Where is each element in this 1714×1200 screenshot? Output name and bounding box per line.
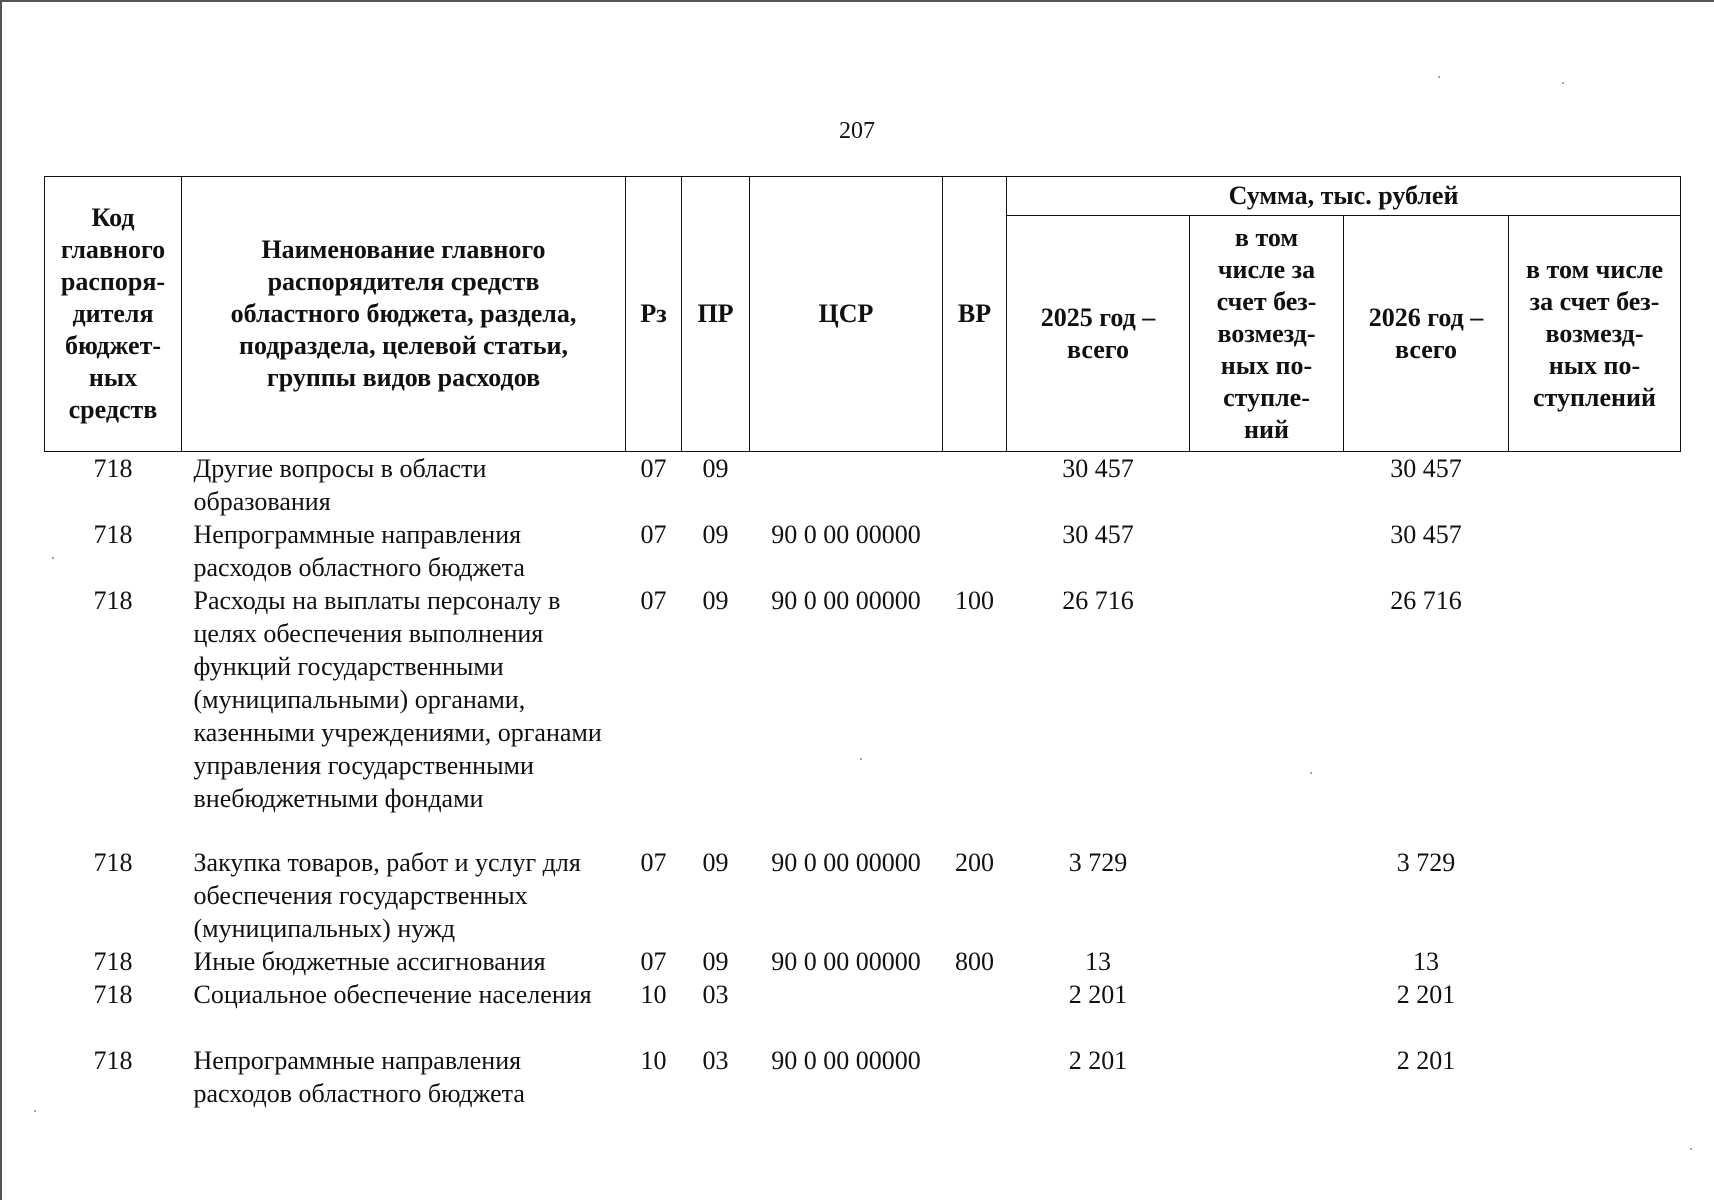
cell-2025-total: 30 457	[1062, 454, 1134, 483]
cell-2026-grants	[1509, 452, 1681, 519]
scan-speck	[1562, 82, 1564, 84]
header-code: Код главного распоря-дителя бюджет-ных средств	[45, 177, 182, 452]
scan-speck	[1438, 76, 1440, 78]
cell-2026-grants	[1509, 978, 1681, 1044]
cell-2026-grants	[1509, 1044, 1681, 1110]
cell-name: Закупка товаров, работ и услуг для обеспечения государственных (муниципальных) нужд	[193, 848, 581, 943]
cell-rz: 07	[640, 947, 667, 976]
cell-vr: 200	[955, 848, 994, 877]
cell-2025-total: 3 729	[1068, 848, 1128, 877]
header-sum: Сумма, тыс. рублей	[1007, 177, 1681, 216]
header-2026-total: 2026 год – всего	[1344, 216, 1509, 452]
table-row	[45, 978, 1681, 1044]
scan-speck	[34, 1110, 36, 1112]
header-rz: Рз	[626, 177, 682, 452]
cell-rz: 10	[640, 980, 667, 1009]
cell-2025-total: 26 716	[1062, 586, 1134, 615]
cell-name: Другие вопросы в области образования	[193, 454, 487, 516]
table-row	[45, 945, 1681, 978]
cell-code: 718	[93, 520, 133, 549]
table-row	[45, 1044, 1681, 1110]
cell-2025-grants	[1190, 518, 1344, 584]
header-2025-total: 2025 год – всего	[1007, 216, 1190, 452]
header-pr: ПР	[682, 177, 750, 452]
cell-2025-total: 30 457	[1062, 520, 1134, 549]
cell-code: 718	[93, 1046, 133, 1075]
cell-2025-total: 13	[1085, 947, 1111, 976]
scan-speck	[1690, 1148, 1692, 1150]
cell-pr: 09	[702, 586, 729, 615]
cell-2025-total: 2 201	[1068, 1046, 1128, 1075]
header-vr: ВР	[943, 177, 1007, 452]
header-2026-grants: в том числе за счет без-возмезд-ных по-ступлений	[1509, 216, 1681, 452]
cell-pr: 03	[702, 980, 729, 1009]
cell-2026-grants	[1509, 584, 1681, 846]
cell-2026-grants	[1509, 945, 1681, 978]
cell-code: 718	[93, 980, 133, 1009]
cell-pr: 03	[702, 1046, 729, 1075]
cell-vr	[943, 452, 1007, 519]
cell-name: Социальное обеспечение населения	[193, 980, 592, 1009]
cell-2026-grants	[1509, 518, 1681, 584]
cell-rz: 10	[640, 1046, 667, 1075]
cell-name: Непрограммные направления расходов областного бюджета	[193, 520, 525, 582]
cell-name: Иные бюджетные ассигнования	[193, 947, 546, 976]
scan-edge-left	[0, 0, 2, 1200]
cell-csr: 90 0 00 00000	[771, 520, 921, 549]
cell-csr: 90 0 00 00000	[771, 586, 921, 615]
table-row	[45, 846, 1681, 945]
header-name: Наименование главного распорядителя средств областного бюджета, раздела, подраздела, целевой статьи, группы видов расходов	[182, 177, 626, 452]
cell-csr: 90 0 00 00000	[771, 1046, 921, 1075]
cell-2026-total: 30 457	[1390, 520, 1462, 549]
table-row	[45, 518, 1681, 584]
table-header	[45, 177, 1681, 452]
page-number: 207	[839, 118, 875, 144]
cell-2025-grants	[1190, 978, 1344, 1044]
cell-2025-grants	[1190, 1044, 1344, 1110]
cell-2025-total: 2 201	[1068, 980, 1128, 1009]
cell-rz: 07	[640, 454, 667, 483]
cell-csr: 90 0 00 00000	[771, 947, 921, 976]
cell-rz: 07	[640, 848, 667, 877]
cell-2025-grants	[1190, 846, 1344, 945]
cell-name: Расходы на выплаты персоналу в целях обеспечения выполнения функций государственными (муниципальными) органами, казенными учреждениями, органами управления государственными внебюджетными фондами	[193, 586, 602, 813]
budget-table	[44, 176, 1681, 1110]
cell-pr: 09	[702, 848, 729, 877]
cell-vr	[943, 1044, 1007, 1110]
cell-pr: 09	[702, 520, 729, 549]
scan-edge-top	[0, 0, 1714, 2]
cell-name: Непрограммные направления расходов областного бюджета	[193, 1046, 525, 1108]
cell-rz: 07	[640, 586, 667, 615]
cell-vr: 800	[955, 947, 994, 976]
cell-code: 718	[93, 454, 133, 483]
scan-speck	[52, 557, 54, 559]
cell-code: 718	[93, 586, 133, 615]
table-row	[45, 452, 1681, 519]
cell-2026-total: 13	[1413, 947, 1439, 976]
cell-pr: 09	[702, 454, 729, 483]
cell-2025-grants	[1190, 945, 1344, 978]
cell-vr: 100	[955, 586, 994, 615]
cell-2026-total: 2 201	[1396, 1046, 1456, 1075]
cell-2026-total: 30 457	[1390, 454, 1462, 483]
cell-csr: 90 0 00 00000	[771, 848, 921, 877]
header-2025-grants: в том числе за счет без-возмезд-ных по-ступле-ний	[1190, 216, 1344, 452]
cell-code: 718	[93, 848, 133, 877]
cell-csr	[750, 978, 943, 1044]
cell-2026-grants	[1509, 846, 1681, 945]
scan-speck	[860, 758, 862, 760]
cell-pr: 09	[702, 947, 729, 976]
header-csr: ЦСР	[750, 177, 943, 452]
cell-vr	[943, 518, 1007, 584]
table-body	[45, 452, 1681, 1111]
scan-speck	[1310, 772, 1312, 774]
cell-code: 718	[93, 947, 133, 976]
cell-2026-total: 26 716	[1390, 586, 1462, 615]
cell-csr	[750, 452, 943, 519]
cell-2026-total: 3 729	[1396, 848, 1456, 877]
cell-vr	[943, 978, 1007, 1044]
cell-2026-total: 2 201	[1396, 980, 1456, 1009]
table-row	[45, 584, 1681, 846]
cell-2025-grants	[1190, 584, 1344, 846]
cell-rz: 07	[640, 520, 667, 549]
cell-2025-grants	[1190, 452, 1344, 519]
